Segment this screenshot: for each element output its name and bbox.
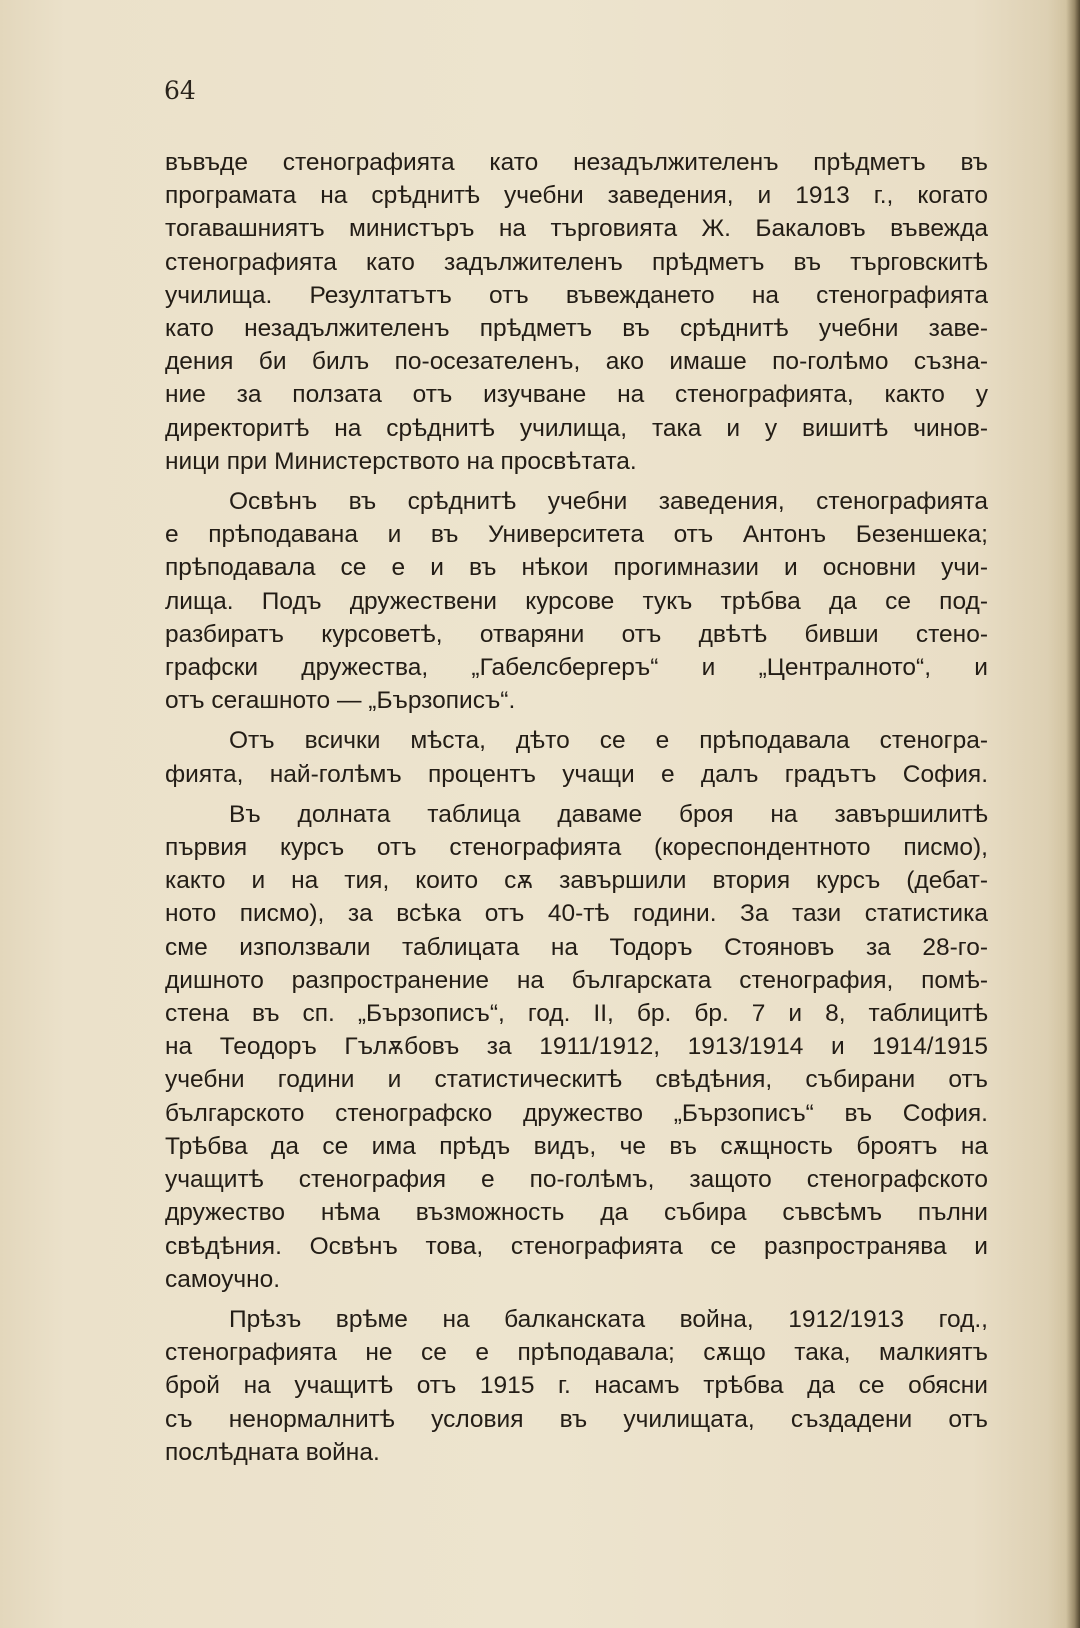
text-line: стена въ сп. „Бързописъ“, год. II, бр. бр. 7 и 8, таблицитѣ <box>165 1000 988 1028</box>
paragraph-1 <box>165 146 988 478</box>
text-line: свѣдѣния. Освѣнъ това, стенографията се разпространява и <box>165 1232 988 1260</box>
text-line: дишното разпространение на българската стенография, помѣ- <box>165 966 988 994</box>
text-line: Освѣнъ въ срѣднитѣ учебни заведения, стенографията <box>229 488 988 516</box>
text-line: българското стенографско дружество „Бързописъ“ въ София. <box>165 1099 988 1127</box>
text-line: разбиратъ курсоветѣ, отваряни отъ двѣтѣ бивши стено- <box>165 620 988 648</box>
text-line: първия курсъ отъ стенографията (кореспондентното писмо), <box>165 834 988 862</box>
text-line: фията, най-голѣмъ процентъ учащи е далъ градътъ София. <box>165 760 988 788</box>
text-line: стенографията като задължителенъ прѣдметъ въ търговскитѣ <box>165 248 988 276</box>
text-line: самоучно. <box>165 1265 281 1293</box>
text-line: ното писмо), за всѣка отъ 40-тѣ години. За тази статистика <box>165 900 988 928</box>
text-line: като незадължителенъ прѣдметъ въ срѣднитѣ учебни заве- <box>165 315 988 343</box>
text-line: сме използвали таблицата на Тодоръ Стояновъ за 28-го- <box>165 933 988 961</box>
text-line: директоритѣ на срѣднитѣ училища, така и у вишитѣ чинов- <box>165 414 988 442</box>
text-line: послѣдната война. <box>165 1438 380 1466</box>
text-line: брой на учащитѣ отъ 1915 г. насамъ трѣбва да се обясни <box>165 1372 988 1400</box>
text-line: учащитѣ стенография е по-голѣмъ, защото стенографското <box>165 1166 988 1194</box>
text-line: отъ сегашното — „Бързописъ“. <box>165 687 516 715</box>
text-line: лища. Подъ дружествени курсове тукъ трѣбва да се под- <box>165 587 988 615</box>
paragraph-4 <box>165 798 988 1296</box>
text-line: както и на тия, които сѫ завършили втория курсъ (дебат- <box>165 867 988 895</box>
text-line: програмата на срѣднитѣ учебни заведения, и 1913 г., когато <box>165 182 988 210</box>
text-line: съ ненормалнитѣ условия въ училищата, създадени отъ <box>165 1405 988 1433</box>
text-line: дения би билъ по-осезателенъ, ако имаше по-голѣмо съзна- <box>165 348 988 376</box>
paragraph-3 <box>165 724 988 790</box>
text-line: ние за ползата отъ изучване на стенографията, както у <box>165 381 988 409</box>
text-line: училища. Резултатътъ отъ въвеждането на стенографията <box>165 281 988 309</box>
text-line: прѣподавала се е и въ нѣкои прогимназии и основни учи- <box>165 554 988 582</box>
paragraph-2 <box>165 485 988 717</box>
page-edge-shadow <box>1066 0 1080 1628</box>
page-number: 64 <box>164 76 196 105</box>
text-line: е прѣподавана и въ Университета отъ Антонъ Безеншека; <box>165 521 988 549</box>
text-line: Прѣзъ врѣме на балканската война, 1912/1913 год., <box>229 1305 988 1333</box>
body-text <box>165 146 988 1469</box>
text-line: Въ долната таблица даваме броя на завършилитѣ <box>229 800 988 828</box>
paragraph-5 <box>165 1303 988 1469</box>
text-line: на Теодоръ Гълѫбовъ за 1911/1912, 1913/1914 и 1914/1915 <box>165 1033 988 1061</box>
text-line: въвъде стенографията като незадължителенъ прѣдметъ въ <box>165 149 988 176</box>
text-line: Трѣбва да се има прѣдъ видъ, че въ сѫщность броятъ на <box>165 1132 988 1160</box>
text-line: графски дружества, „Габелсбергеръ“ и „Централното“, и <box>165 654 988 682</box>
text-line: Отъ всички мѣста, дѣто се е прѣподавала стеногра- <box>229 727 988 755</box>
text-line: стенографията не се е прѣподавала; сѫщо така, малкиятъ <box>165 1339 988 1367</box>
text-line: дружество нѣма възможность да събира съвсѣмъ пълни <box>165 1199 988 1227</box>
text-line: ници при Министерството на просвѣтата. <box>165 447 637 475</box>
text-line: учебни години и статистическитѣ свѣдѣния, събирани отъ <box>165 1066 988 1094</box>
text-line: тогавашниятъ министъръ на търговията Ж. Бакаловъ въвежда <box>165 215 988 243</box>
